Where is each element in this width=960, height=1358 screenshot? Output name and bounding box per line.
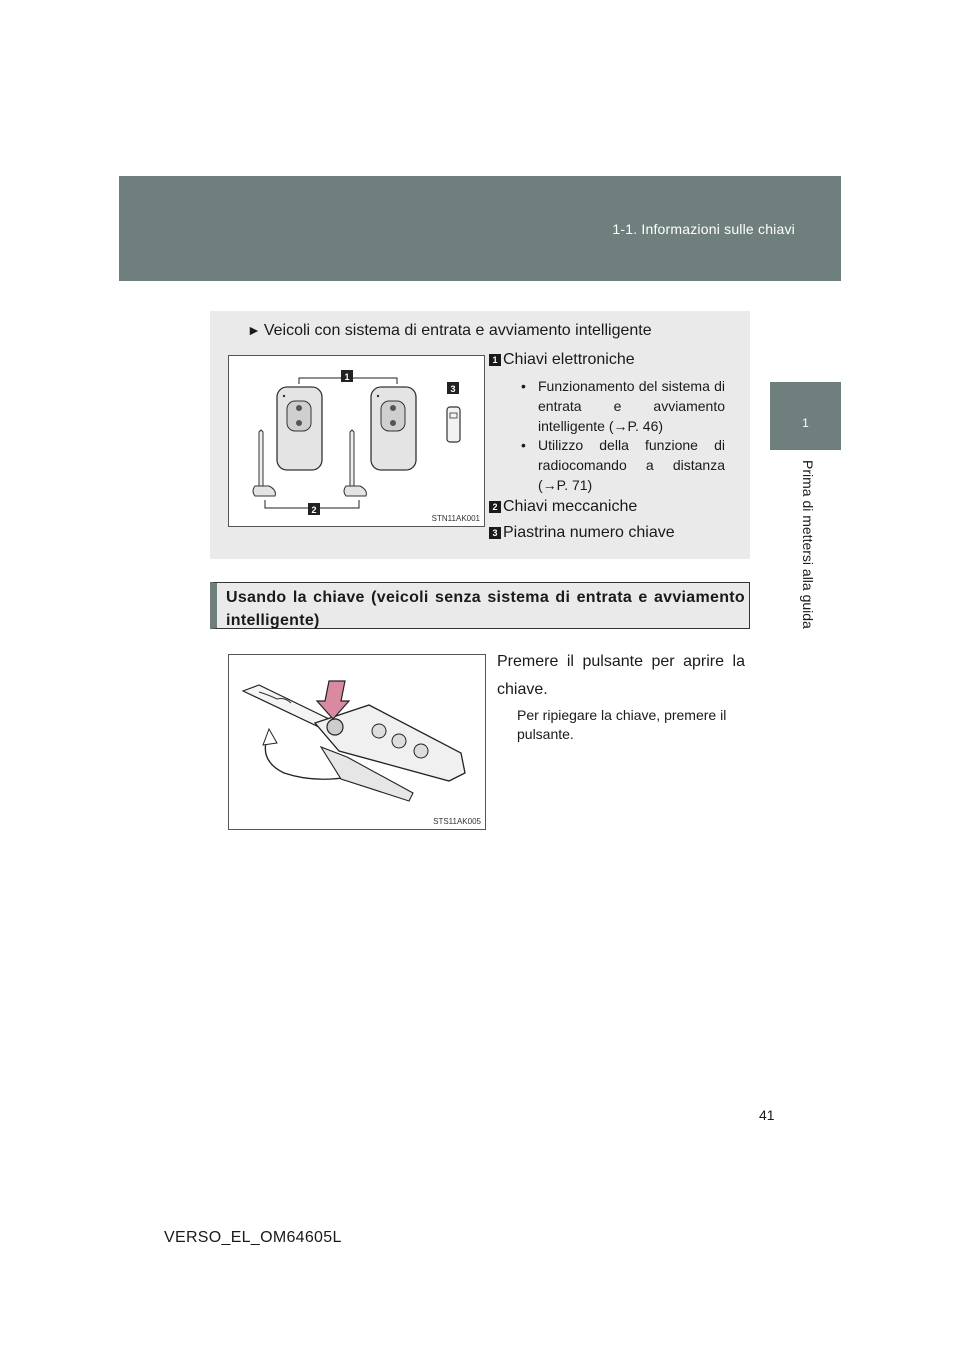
chapter-tab — [770, 382, 841, 450]
instruction-text: Premere il pulsante per aprire la chiave. — [497, 653, 745, 698]
number-3-icon: 3 — [489, 527, 501, 539]
number-2-icon: 2 — [489, 501, 501, 513]
item-electronic-keys — [489, 351, 635, 369]
section-heading-bar — [210, 582, 750, 629]
header-band — [119, 176, 841, 281]
chapter-title-vertical: Prima di mettersi alla guida — [800, 460, 816, 629]
folding-key-drawing — [229, 655, 485, 829]
callout-1-label: 1 — [344, 372, 350, 382]
bullet-item: • Utilizzo della funzione di radiocomando a distanza (→P. 71) — [521, 437, 725, 493]
number-1-icon: 1 — [489, 354, 501, 366]
smart-key-illustration — [228, 355, 485, 527]
item-mechanical-keys — [489, 498, 637, 516]
bullet-text: Utilizzo della funzione di radiocomando a distanza (→P. 71) — [538, 437, 725, 493]
folding-key-illustration — [228, 654, 486, 830]
release-button-icon — [327, 719, 343, 735]
figure-code: STN11AK001 — [431, 514, 480, 523]
figure-code: STS11AK005 — [433, 817, 481, 826]
bullet-text: Funzionamento del sistema di entrata e avviamento intelligente (→P. 46) — [538, 378, 725, 434]
key-plate-icon — [447, 407, 460, 442]
key-blade-icon — [243, 685, 329, 727]
mechanical-key-1-icon — [259, 430, 263, 486]
footer-code: VERSO_EL_OM64605L — [164, 1229, 342, 1246]
smart-key-heading — [247, 322, 652, 340]
bullet-item: • Funzionamento del sistema di entrata e avviamento intelligente (→P. 46) — [521, 378, 725, 434]
page-number: 41 — [759, 1107, 775, 1123]
smart-key-box — [210, 311, 750, 559]
callout-2-label: 2 — [311, 505, 317, 515]
section-header-title: 1-1. Informazioni sulle chiavi — [612, 221, 795, 237]
mechanical-key-2-icon — [350, 430, 354, 486]
item-mechanical-keys-label: Chiavi meccaniche — [503, 498, 638, 515]
triangle-marker-icon: ► — [247, 322, 261, 338]
item-key-plate-label: Piastrina numero chiave — [503, 524, 675, 541]
smart-key-heading-text: Veicoli con sistema di entrata e avviamento intelligente — [263, 322, 652, 339]
smart-key-drawing — [229, 356, 484, 526]
callout-3-label: 3 — [450, 384, 456, 394]
item-key-plate — [489, 524, 675, 542]
section-heading: Usando la chiave (veicoli senza sistema di entrata e avviamento intelligente) — [226, 589, 745, 629]
chapter-number: 1 — [802, 416, 809, 430]
note-text: Per ripiegare la chiave, premere il pulsante. — [517, 707, 727, 742]
item-electronic-keys-label: Chiavi elettroniche — [503, 351, 635, 368]
